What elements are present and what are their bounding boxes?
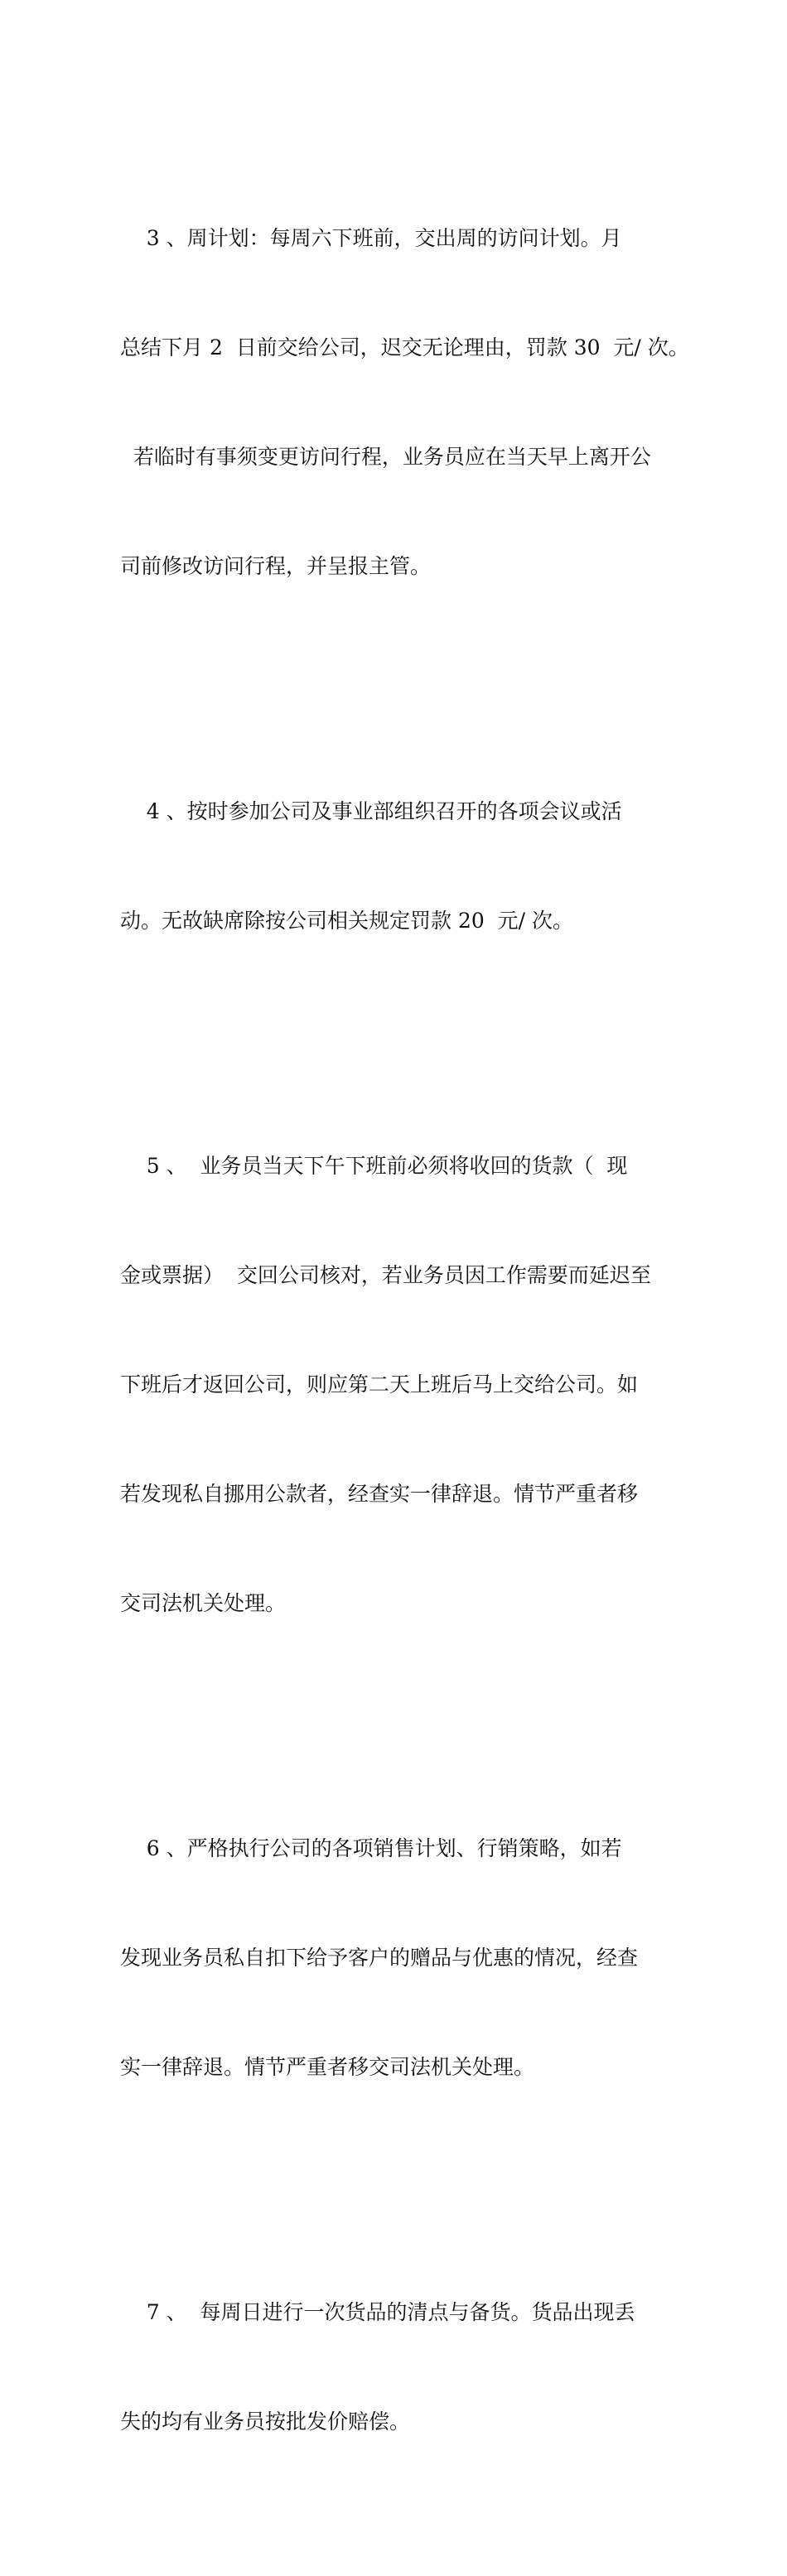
paragraph-line: 交司法机关处理。 [120,1591,287,1615]
paragraph-line: 5 、 业务员当天下午下班前必须将收回的货款（ 现 [120,1154,628,1178]
paragraph-line: 6 、严格执行公司的各项销售计划、行销策略，如若 [120,1836,622,1860]
paragraph-line: 若发现私自挪用公款者，经查实一律辞退。情节严重者移 [120,1482,639,1506]
paragraph-line: 金或票据） 交回公司核对，若业务员因工作需要而延迟至 [120,1263,651,1287]
paragraph-line: 4 、按时参加公司及事业部组织召开的各项会议或活 [120,799,622,823]
paragraph-line: 司前修改访问行程，并呈报主管。 [120,554,432,578]
paragraph-line: 若临时有事须变更访问行程，业务员应在当天早上离开公 [120,445,651,469]
paragraph-line: 失的均有业务员按批发价赔偿。 [120,2410,411,2434]
paragraph-item-4 [120,721,674,1012]
paragraph-line: 下班后才返回公司，则应第二天上班后马上交给公司。如 [120,1372,639,1397]
paragraph-line: 发现业务员私自扣下给予客户的赠品与优惠的情况，经查 [120,1946,639,1970]
paragraph-line: 7 、 每周日进行一次货品的清点与备货。货品出现丢 [120,2300,635,2324]
paragraph-line: 总结下月 2 日前交给公司，迟交无论理由，罚款 30 元/ 次。 [120,335,689,359]
paragraph-item-5 [120,1075,674,1695]
paragraph-line: 实一律辞退。情节严重者移交司法机关处理。 [120,2055,535,2079]
paragraph-item-7 [120,2221,674,2513]
paragraph-line: 3 、周计划：每周六下班前，交出周的访问计划。月 [120,226,622,250]
document-body [120,147,689,2576]
paragraph-line: 动。无故缺席除按公司相关规定罚款 20 元/ 次。 [120,909,574,933]
paragraph-item-3 [120,147,689,658]
paragraph-item-6 [120,1758,674,2159]
